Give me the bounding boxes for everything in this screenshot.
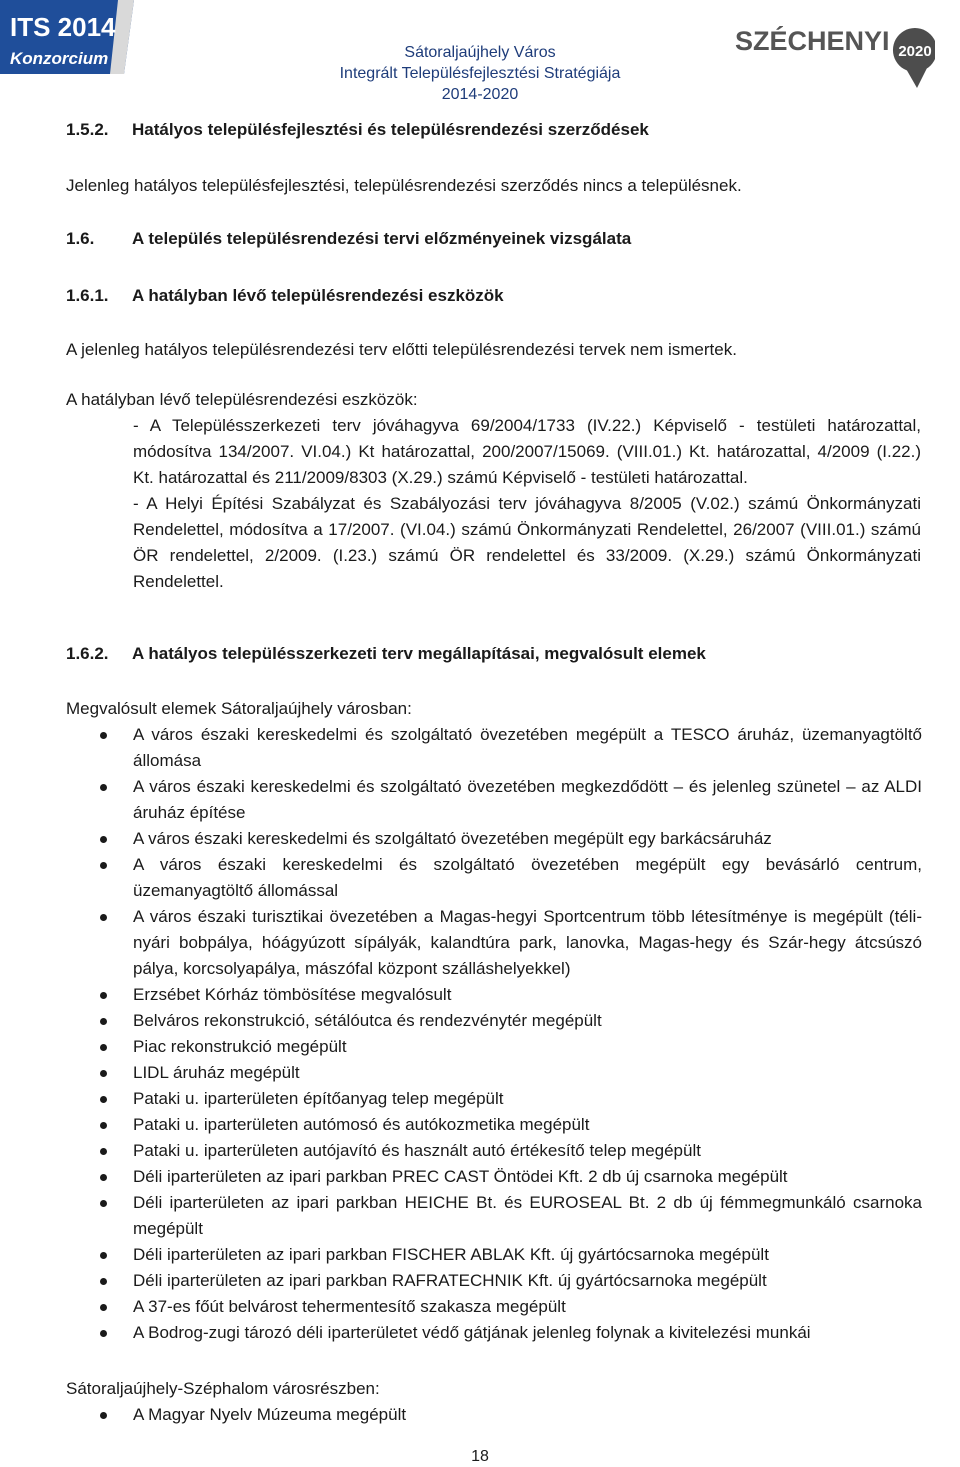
list-item: Déli iparterületen az ipari parkban FISCHER ABLAK Kft. új gyártócsarnoka megépült (100, 1242, 922, 1268)
planning-tool-structure-plan: - A Településszerkezeti terv jóváhagyva 69/2004/1733 (IV.22.) Képviselő - testületi határozattal, módosítva 134/2007. VI.04.) Kt határozattal, 200/2007/15069. (VIII.01.) Kt. határozattal, 4/2009 (I.22.) Kt. határozattal és 211/2009/8303 (X.29.) számú Képviselő - testületi határozattal. (133, 416, 921, 487)
bullet-icon (100, 1096, 107, 1103)
list-item: Erzsébet Kórház tömbösítése megvalósult (100, 982, 922, 1008)
header-strategy: Integrált Településfejlesztési Stratégiája (339, 65, 621, 82)
bullet-icon (100, 1044, 107, 1051)
list-item: Pataki u. iparterületen autómosó és autókozmetika megépült (100, 1112, 922, 1138)
szechenyi-logo-text: SZÉCHENYI (735, 26, 890, 56)
heading-1-6-2 (66, 644, 706, 664)
heading-title: A település településrendezési tervi előzményeinek vizsgálata (132, 229, 632, 248)
heading-title: Hatályos településfejlesztési és településrendezési szerződések (132, 120, 649, 139)
bullet-icon (100, 784, 107, 791)
list-item: LIDL áruház megépült (100, 1060, 922, 1086)
bullet-icon (100, 992, 107, 999)
heading-number: 1.6.1. (66, 286, 109, 305)
list-item: A Magyar Nyelv Múzeuma megépült (100, 1402, 922, 1428)
bullet-icon (100, 914, 107, 921)
heading-number: 1.5.2. (66, 120, 109, 139)
szechenyi-logo-year: 2020 (898, 43, 932, 60)
list-item: A város északi kereskedelmi és szolgáltató övezetében megkezdődött – és jelenleg szünetel – az ALDI áruház építése (100, 774, 922, 826)
paragraph-realized-intro: Megvalósult elemek Sátoraljaújhely városban: (66, 699, 412, 718)
bullet-icon (100, 862, 107, 869)
bullet-icon (100, 1412, 107, 1419)
heading-number: 1.6.2. (66, 644, 109, 663)
heading-title: A hatályban lévő településrendezési eszközök (132, 286, 504, 305)
document-header (0, 42, 960, 105)
header-years: 2014-2020 (441, 86, 519, 103)
paragraph-tools-intro: A hatályban lévő településrendezési eszközök: (66, 390, 418, 409)
heading-number: 1.6. (66, 229, 95, 248)
bullet-icon (100, 1122, 107, 1129)
heading-1-6-1 (66, 286, 504, 306)
bullet-icon (100, 732, 107, 739)
bullet-icon (100, 1148, 107, 1155)
bullet-icon (100, 1174, 107, 1181)
header-city: Sátoraljaújhely Város (404, 44, 556, 61)
page-number: 18 (471, 1448, 489, 1465)
bullet-icon (100, 1018, 107, 1025)
list-item: Belváros rekonstrukció, sétálóutca és rendezvénytér megépült (100, 1008, 922, 1034)
bullet-icon (100, 1200, 107, 1207)
list-item: A város északi turisztikai övezetében a Magas-hegyi Sportcentrum több létesítménye is megépült (téli-nyári bobpálya, hóágyúzott sípályák, kalandtúra park, lanovka, Magas-hegy és Szár-hegy átcsúszó pálya, korcsolyapálya, mászófal központ szálláshelyekkel) (100, 904, 922, 982)
list-item: Déli iparterületen az ipari parkban RAFRATECHNIK Kft. új gyártócsarnoka megépült (100, 1268, 922, 1294)
realized-elements-list (100, 722, 922, 1346)
szephalom-elements-list (100, 1402, 922, 1428)
list-item: A város északi kereskedelmi és szolgáltató övezetében megépült egy barkácsáruház (100, 826, 922, 852)
paragraph-contracts: Jelenleg hatályos településfejlesztési, településrendezési szerződés nincs a településnek. (66, 176, 742, 195)
heading-1-6 (66, 229, 631, 249)
planning-tools-list (133, 413, 921, 595)
heading-title: A hatályos településszerkezeti terv megállapításai, megvalósult elemek (132, 644, 706, 663)
list-item: Déli iparterületen az ipari parkban HEICHE Bt. és EUROSEAL Bt. 2 db új fémmegmunkáló csarnoka megépült (100, 1190, 922, 1242)
list-item: A város északi kereskedelmi és szolgáltató övezetében megépült egy bevásárló centrum, üzemanyagtöltő állomással (100, 852, 922, 904)
list-item: Pataki u. iparterületen építőanyag telep megépült (100, 1086, 922, 1112)
its-logo-subtitle: Konzorcium (10, 49, 109, 68)
list-item: Pataki u. iparterületen autójavító és használt autó értékesítő telep megépült (100, 1138, 922, 1164)
bullet-icon (100, 1278, 107, 1285)
heading-1-5-2 (66, 120, 649, 140)
bullet-icon (100, 1070, 107, 1077)
list-item: Piac rekonstrukció megépült (100, 1034, 922, 1060)
paragraph-szephalom-intro: Sátoraljaújhely-Széphalom városrészben: (66, 1379, 380, 1398)
list-item: A Bodrog-zugi tározó déli iparterületet védő gátjának jelenleg folynak a kivitelezési munkái (100, 1320, 922, 1346)
bullet-icon (100, 1252, 107, 1259)
list-item: Déli iparterületen az ipari parkban PREC CAST Öntödei Kft. 2 db új csarnoka megépült (100, 1164, 922, 1190)
bullet-icon (100, 1330, 107, 1337)
list-item: A város északi kereskedelmi és szolgáltató övezetében megépült a TESCO áruház, üzemanyagtöltő állomása (100, 722, 922, 774)
its-logo-title: ITS 2014 (10, 12, 116, 42)
bullet-icon (100, 1304, 107, 1311)
paragraph-prior-plans: A jelenleg hatályos településrendezési terv előtti településrendezési tervek nem ismertek. (66, 340, 737, 359)
planning-tool-building-code: - A Helyi Építési Szabályzat és Szabályozási terv jóváhagyva 8/2005 (V.02.) számú Önkormányzati Rendelettel, módosítva a 17/2007. (VI.04.) számú Önkormányzati Rendelettel, 26/2007 (VIII.01.) számú ÖR rendelettel, 2/2009. (I.23.) számú ÖR rendelettel és 33/2009. (X.29.) számú Önkormányzati Rendelettel. (133, 494, 921, 591)
bullet-icon (100, 836, 107, 843)
list-item: A 37-es főút belvárost tehermentesítő szakasza megépült (100, 1294, 922, 1320)
